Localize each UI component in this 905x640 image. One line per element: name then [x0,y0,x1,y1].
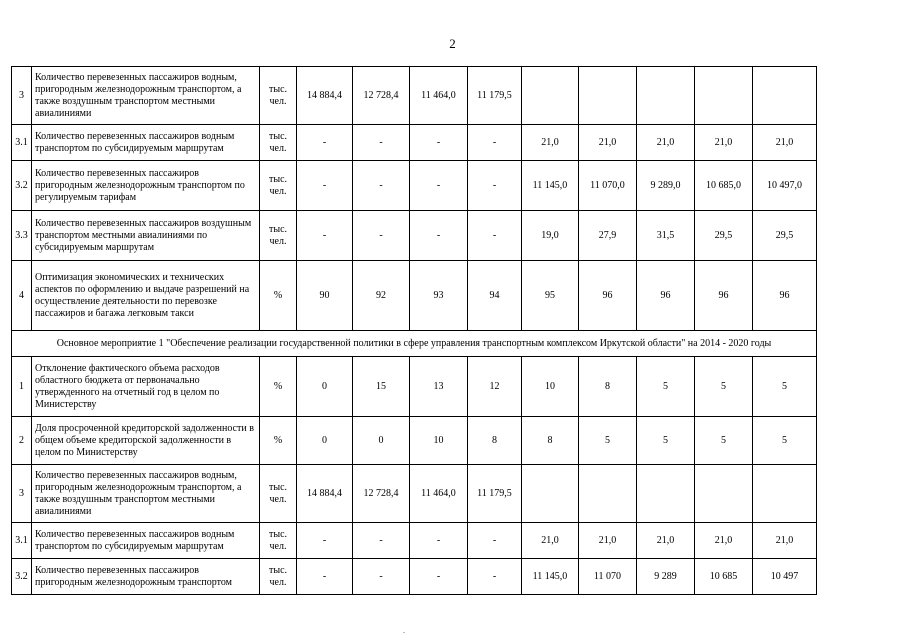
value-cell: 10 [410,417,468,465]
value-cell: - [297,161,353,211]
row-number: 3.1 [12,125,32,161]
value-cell: - [410,559,468,595]
unit-cell: % [260,417,297,465]
value-cell: 21,0 [579,125,637,161]
section-row [12,331,817,357]
value-cell [695,67,753,125]
value-cell: 21,0 [753,125,817,161]
value-cell: - [468,161,522,211]
value-cell: - [353,125,410,161]
indicator-name: Количество перевезенных пассажиров водным транспортом по субсидируемым маршрутам [32,523,260,559]
value-cell: 11 464,0 [410,67,468,125]
value-cell [637,67,695,125]
value-cell: 29,5 [695,211,753,261]
indicator-name: Количество перевезенных пассажиров водным транспортом по субсидируемым маршрутам [32,125,260,161]
value-cell: 21,0 [695,125,753,161]
value-cell: 12 728,4 [353,465,410,523]
value-cell [753,465,817,523]
value-cell: 21,0 [522,523,579,559]
value-cell: 90 [297,261,353,331]
indicator-name: Количество перевезенных пассажиров воздушным транспортом местными авиалиниями по субсидируемым маршрутам [32,211,260,261]
indicator-name: Доля просроченной кредиторской задолженности в общем объеме кредиторской задолженности в целом по Министерству [32,417,260,465]
value-cell: 5 [753,357,817,417]
value-cell: 11 070 [579,559,637,595]
value-cell: - [468,125,522,161]
value-cell: 21,0 [637,125,695,161]
value-cell [637,465,695,523]
unit-cell: % [260,261,297,331]
value-cell: 11 070,0 [579,161,637,211]
unit-cell: тыс. чел. [260,67,297,125]
value-cell: - [297,523,353,559]
unit-cell: % [260,357,297,417]
value-cell: 21,0 [637,523,695,559]
value-cell: 27,9 [579,211,637,261]
value-cell: 9 289,0 [637,161,695,211]
row-number: 3 [12,67,32,125]
value-cell: 5 [695,417,753,465]
table-row [12,417,817,465]
indicator-name: Количество перевезенных пассажиров пригородным железнодорожным транспортом по регулируемым тарифам [32,161,260,211]
table-row [12,125,817,161]
value-cell: 96 [579,261,637,331]
table-row [12,161,817,211]
table-row [12,211,817,261]
value-cell [753,67,817,125]
value-cell: - [297,559,353,595]
value-cell: 96 [637,261,695,331]
value-cell: - [468,523,522,559]
value-cell: - [353,161,410,211]
value-cell: 0 [353,417,410,465]
value-cell: - [297,211,353,261]
indicator-name: Отклонение фактического объема расходов областного бюджета от первоначально утвержденного на отчетный год в целом по Министерству [32,357,260,417]
value-cell [522,67,579,125]
value-cell: 14 884,4 [297,67,353,125]
value-cell: 15 [353,357,410,417]
value-cell: 12 [468,357,522,417]
row-number: 3.2 [12,161,32,211]
value-cell: - [468,559,522,595]
value-cell: 94 [468,261,522,331]
value-cell: - [410,125,468,161]
value-cell: 9 289 [637,559,695,595]
unit-cell: тыс. чел. [260,559,297,595]
value-cell: 10 [522,357,579,417]
indicator-name: Оптимизация экономических и технических аспектов по оформлению и выдаче разрешений на осуществление деятельности по перевозке пассажиров и багажа легковым такси [32,261,260,331]
value-cell: 8 [579,357,637,417]
indicator-name: Количество перевезенных пассажиров водным, пригородным железнодорожным транспортом, а также воздушным транспортом местными авиалиниями [32,67,260,125]
value-cell: 10 497 [753,559,817,595]
indicator-name: Количество перевезенных пассажиров водным, пригородным железнодорожным транспортом, а также воздушным транспортом местными авиалиниями [32,465,260,523]
row-number: 3.1 [12,523,32,559]
unit-cell: тыс. чел. [260,161,297,211]
value-cell: - [410,161,468,211]
value-cell: 11 145,0 [522,161,579,211]
value-cell: 13 [410,357,468,417]
value-cell: 29,5 [753,211,817,261]
value-cell: 31,5 [637,211,695,261]
footer-mark: . [403,626,405,635]
value-cell: - [353,559,410,595]
value-cell: - [468,211,522,261]
value-cell: - [410,523,468,559]
value-cell: 92 [353,261,410,331]
value-cell: 11 464,0 [410,465,468,523]
row-number: 1 [12,357,32,417]
value-cell: 21,0 [695,523,753,559]
page-number: 2 [449,36,456,51]
value-cell: 5 [579,417,637,465]
value-cell: 96 [695,261,753,331]
value-cell: 19,0 [522,211,579,261]
value-cell: - [353,523,410,559]
value-cell: 0 [297,417,353,465]
row-number: 3.3 [12,211,32,261]
value-cell: 21,0 [579,523,637,559]
value-cell [522,465,579,523]
value-cell: 11 179,5 [468,465,522,523]
table-section-top [12,67,817,595]
table-row [12,465,817,523]
row-number: 4 [12,261,32,331]
value-cell [579,465,637,523]
value-cell: 8 [468,417,522,465]
value-cell: 10 685 [695,559,753,595]
row-number: 3.2 [12,559,32,595]
value-cell: 93 [410,261,468,331]
value-cell: 11 179,5 [468,67,522,125]
indicators-table [11,66,817,595]
value-cell: 5 [753,417,817,465]
value-cell: 8 [522,417,579,465]
value-cell [695,465,753,523]
row-number: 3 [12,465,32,523]
unit-cell: тыс. чел. [260,523,297,559]
value-cell: 5 [695,357,753,417]
table-row [12,357,817,417]
value-cell: - [297,125,353,161]
value-cell [579,67,637,125]
value-cell: 21,0 [522,125,579,161]
table-row [12,261,817,331]
row-number: 2 [12,417,32,465]
table-row [12,559,817,595]
unit-cell: тыс. чел. [260,211,297,261]
value-cell: 10 497,0 [753,161,817,211]
value-cell: - [410,211,468,261]
unit-cell: тыс. чел. [260,465,297,523]
value-cell: 12 728,4 [353,67,410,125]
value-cell: 5 [637,357,695,417]
value-cell: 10 685,0 [695,161,753,211]
indicator-name: Количество перевезенных пассажиров пригородным железнодорожным транспортом [32,559,260,595]
value-cell: 96 [753,261,817,331]
value-cell: 0 [297,357,353,417]
value-cell: 21,0 [753,523,817,559]
section-title: Основное мероприятие 1 "Обеспечение реализации государственной политики в сфере управления транспортным комплексом Иркутской области" на 2014 - 2020 годы [12,331,817,357]
table-row [12,523,817,559]
unit-cell: тыс. чел. [260,125,297,161]
value-cell: 11 145,0 [522,559,579,595]
value-cell: - [353,211,410,261]
table-row [12,67,817,125]
value-cell: 5 [637,417,695,465]
value-cell: 14 884,4 [297,465,353,523]
value-cell: 95 [522,261,579,331]
